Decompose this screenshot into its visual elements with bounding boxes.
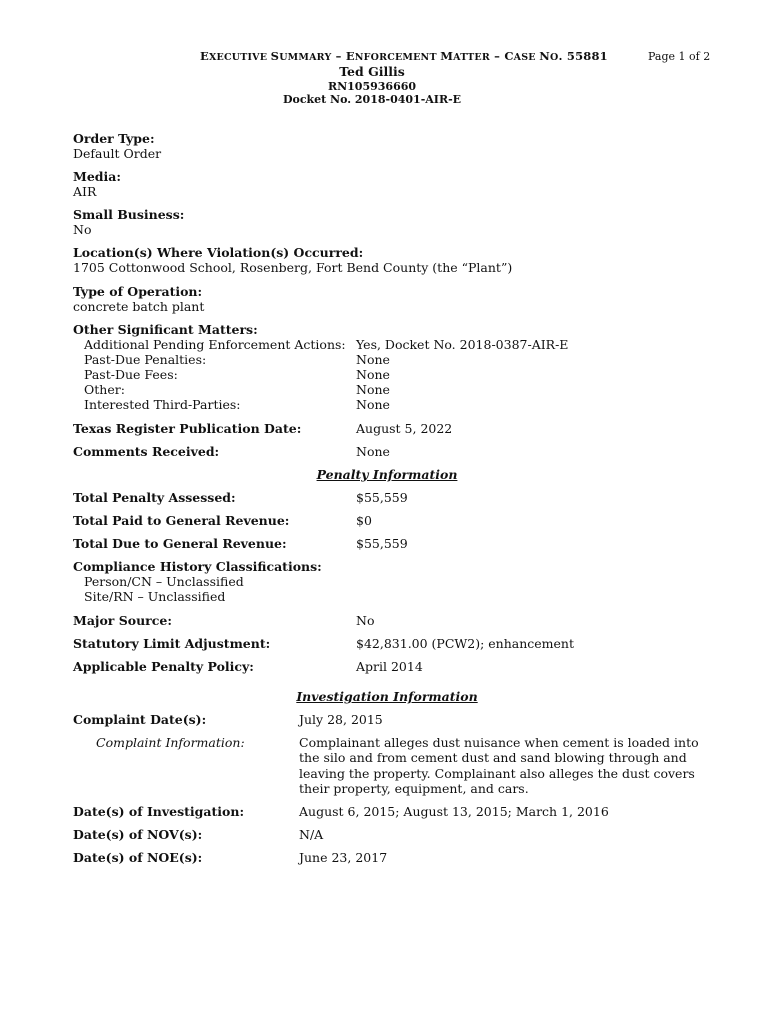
policy-label: Applicable Penalty Policy: (73, 659, 254, 674)
complaint-info-label: Complaint Information: (96, 735, 245, 750)
location-label: Location(s) Where Violation(s) Occurred: (73, 245, 364, 260)
statutory-label: Statutory Limit Adjustment: (73, 636, 271, 651)
complaint-info-line-4: their property, equipment, and cars. (299, 781, 529, 796)
total-due-label: Total Due to General Revenue: (73, 536, 287, 551)
investigation-section-heading: Investigation Information (296, 689, 478, 704)
operation-label: Type of Operation: (73, 284, 203, 299)
penalty-section-heading: Penalty Information (316, 467, 458, 482)
small-business-label: Small Business: (73, 207, 185, 222)
noe-dates-label: Date(s) of NOE(s): (73, 850, 203, 865)
past-due-penalties-label: Past-Due Penalties: (84, 352, 207, 367)
rn-number: RN105936660 (327, 80, 417, 93)
order-type-value: Default Order (73, 146, 162, 161)
investigation-dates-value: August 6, 2015; August 13, 2015; March 1, 2016 (299, 804, 609, 819)
pending-actions-value: Yes, Docket No. 2018-0387-AIR-E (356, 337, 569, 352)
order-type-label: Order Type: (73, 131, 155, 146)
docket-number: Docket No. 2018-0401-AIR-E (282, 93, 462, 106)
total-paid-label: Total Paid to General Revenue: (73, 513, 290, 528)
past-due-penalties-value: None (356, 352, 390, 367)
third-parties-label: Interested Third-Parties: (84, 397, 241, 412)
texas-register-label: Texas Register Publication Date: (73, 421, 302, 436)
comments-label: Comments Received: (73, 444, 220, 459)
compliance-label: Compliance History Classifications: (73, 559, 322, 574)
complaint-info-line-1: Complainant alleges dust nuisance when cement is loaded into (299, 735, 699, 750)
media-label: Media: (73, 169, 121, 184)
other-label: Other: (84, 382, 125, 397)
third-parties-value: None (356, 397, 390, 412)
texas-register-value: August 5, 2022 (356, 421, 453, 436)
pending-actions-label: Additional Pending Enforcement Actions: (84, 337, 346, 352)
document-title: EXECUTIVE SUMMARY – ENFORCEMENT MATTER – CASE NO. 55881 (200, 49, 608, 63)
compliance-site: Site/RN – Unclassified (84, 589, 226, 604)
major-source-label: Major Source: (73, 613, 172, 628)
complaint-dates-value: July 28, 2015 (299, 712, 383, 727)
past-due-fees-value: None (356, 367, 390, 382)
statutory-value: $42,831.00 (PCW2); enhancement (356, 636, 574, 651)
page-number: Page 1 of 2 (648, 50, 711, 63)
investigation-dates-label: Date(s) of Investigation: (73, 804, 245, 819)
past-due-fees-label: Past-Due Fees: (84, 367, 178, 382)
complaint-dates-label: Complaint Date(s): (73, 712, 207, 727)
total-due-value: $55,559 (356, 536, 408, 551)
policy-value: April 2014 (356, 659, 423, 674)
media-value: AIR (73, 184, 97, 199)
small-business-value: No (73, 222, 92, 237)
comments-value: None (356, 444, 390, 459)
total-assessed-value: $55,559 (356, 490, 408, 505)
complaint-info-line-2: the silo and from cement dust and sand blowing through and (299, 750, 687, 765)
complaint-info-line-3: leaving the property. Complainant also alleges the dust covers (299, 766, 695, 781)
respondent-name: Ted Gillis (339, 64, 405, 79)
total-assessed-label: Total Penalty Assessed: (73, 490, 236, 505)
nov-dates-value: N/A (299, 827, 324, 842)
other-value: None (356, 382, 390, 397)
compliance-person: Person/CN – Unclassified (84, 574, 244, 589)
total-paid-value: $0 (356, 513, 372, 528)
other-matters-label: Other Significant Matters: (73, 322, 258, 337)
nov-dates-label: Date(s) of NOV(s): (73, 827, 203, 842)
operation-value: concrete batch plant (73, 299, 205, 314)
major-source-value: No (356, 613, 375, 628)
location-value: 1705 Cottonwood School, Rosenberg, Fort Bend County (the “Plant”) (73, 260, 513, 275)
noe-dates-value: June 23, 2017 (299, 850, 388, 865)
